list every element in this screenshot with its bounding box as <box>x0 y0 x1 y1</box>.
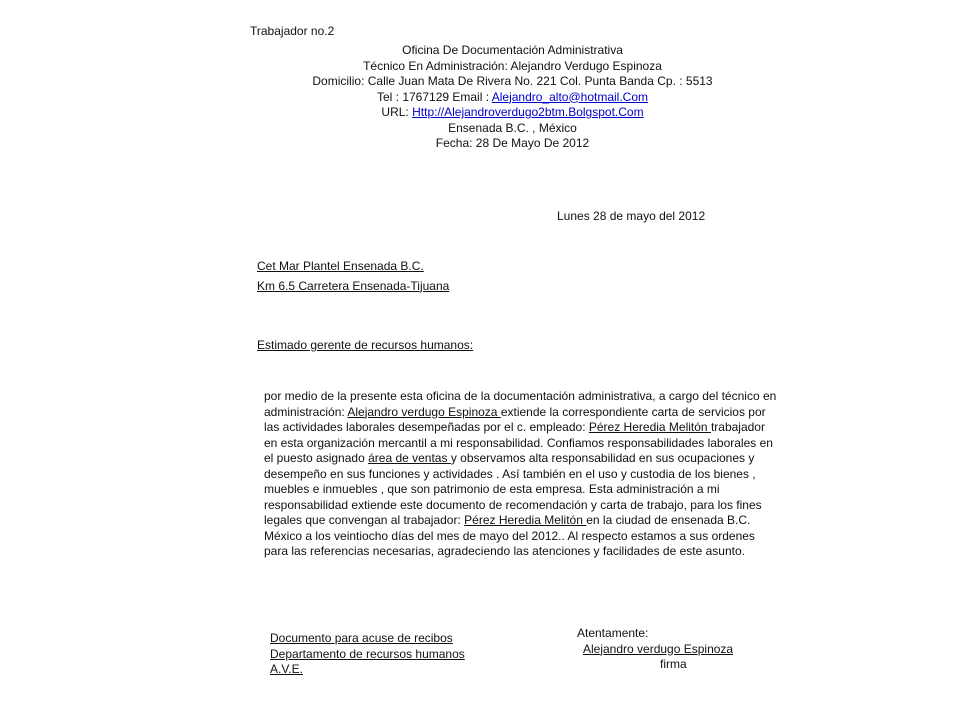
tel-text: Tel : 1767129 Email : <box>376 89 492 104</box>
receipt-line-2: Departamento de recursos humanos <box>270 646 465 661</box>
receipt-line-3: A.V.E. <box>270 662 303 676</box>
addressee-block <box>257 259 449 298</box>
atentamente: Atentamente: <box>577 626 649 640</box>
body-text-4: y observamos alta responsabilidad en sus ocupaciones y desempeño en sus funciones y actividades . Así también en el uso y custodia de los bienes , muebles e inmuebles , que son patrimonio de esta empresa. Esta administración a mi responsabilidad extiende este documento de recomendación y carta de trabajo, para los fines legales que convengan al trabajador: <box>264 451 762 527</box>
signer-name: Alejandro verdugo Espinoza <box>583 641 734 656</box>
letter-date: Lunes 28 de mayo del 2012 <box>557 209 706 223</box>
url-label: URL: <box>381 105 413 119</box>
sales-area: área de ventas <box>368 451 451 465</box>
body-text-2: extiende la correspondiente carta de servicios por las actividades laborales desempeñadas por el c. empleado: <box>264 404 766 434</box>
address-line: Domicilio: Calle Juan Mata De Rivera No. 221 Col. Punta Banda Cp. : 5513 <box>312 74 713 88</box>
receipt-block <box>270 631 465 678</box>
worker-label: Trabajador no.2 <box>250 24 335 38</box>
employee-name-2: Pérez Heredia Melitón <box>464 513 587 527</box>
url-line <box>0 105 960 121</box>
letter-body <box>264 389 779 560</box>
signature-block <box>577 626 757 673</box>
technician-line: Técnico En Administración: Alejandro Verdugo Espinoza <box>363 58 662 73</box>
url-link[interactable]: Http://Alejandroverdugo2btm.Bolgspot.Com <box>412 105 644 119</box>
receipt-line-1: Documento para acuse de recibos <box>270 631 453 645</box>
letterhead <box>0 43 960 152</box>
employee-name: Pérez Heredia Melitón <box>588 420 711 434</box>
technician-name: Alejandro verdugo Espinoza <box>347 404 501 419</box>
office-name: Oficina De Documentación Administrativa <box>402 43 623 57</box>
contact-line <box>0 90 960 106</box>
body-text-3: trabajador en esta organización mercantil a mi responsabilidad. Confiamos responsabilidades laborales en el puesto asignado <box>264 420 773 465</box>
salutation: Estimado gerente de recursos humanos: <box>257 338 474 352</box>
fecha-line: Fecha: 28 De Mayo De 2012 <box>435 136 590 150</box>
city-line: Ensenada B.C. , México <box>448 120 577 135</box>
body-text-5: en la ciudad de ensenada B.C. México a los veintiocho días del mes de mayo del 2012.. Al respecto estamos a sus ordenes para las referencias necesarias, agradeciendo las atenciones y facilidades de este asunto. <box>264 513 755 558</box>
body-text-1: por medio de la presente esta oficina de la documentación administrativa, a cargo del técnico en administración: <box>264 389 777 419</box>
firma-label: firma <box>660 657 687 671</box>
addressee-line-1: Cet Mar Plantel Ensenada B.C. <box>257 259 424 273</box>
email-link[interactable]: Alejandro_alto@hotmail.Com <box>491 89 648 104</box>
addressee-line-2: Km 6.5 Carretera Ensenada-Tijuana <box>257 278 450 293</box>
